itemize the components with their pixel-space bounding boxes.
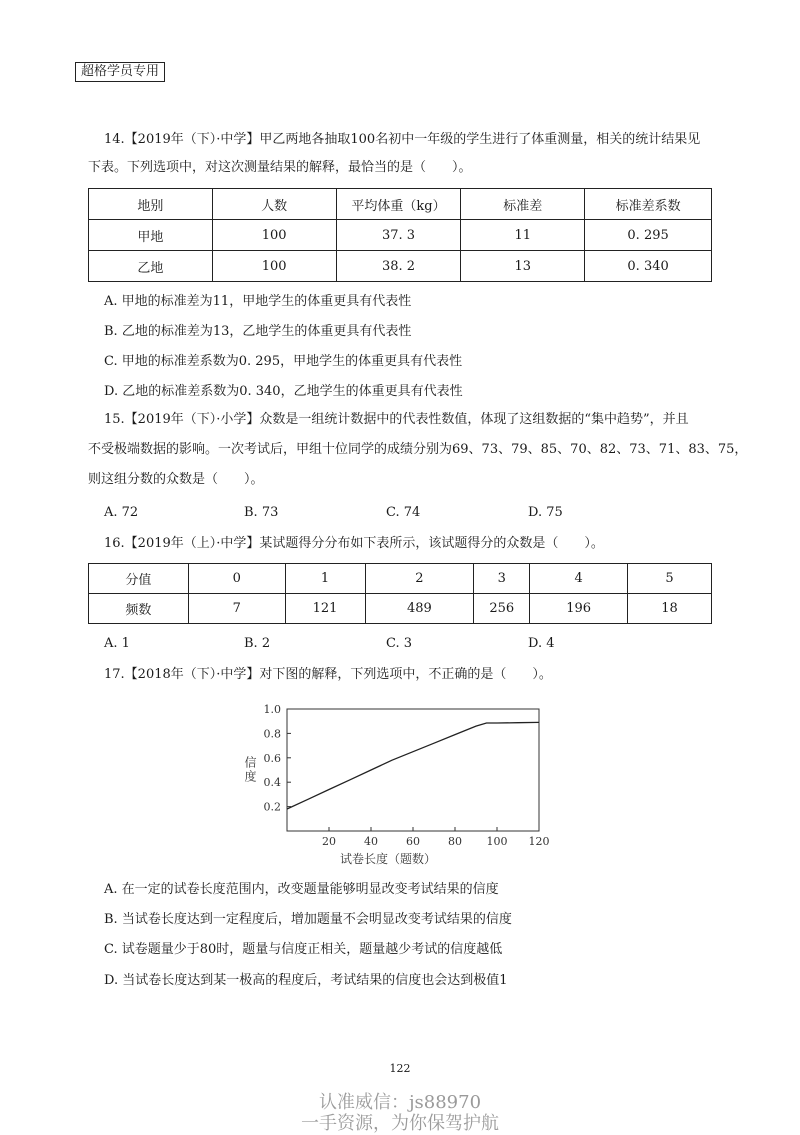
q17-option-c: C. 试卷题量少于80时，题量与信度正相关，题量越少考试的信度越低 [104, 942, 503, 957]
table-cell: 0 [188, 564, 285, 594]
table-row [89, 564, 712, 594]
q14-option-c: C. 甲地的标准差系数为0. 295，甲地学生的体重更具有代表性 [104, 354, 463, 369]
table-header-cell: 地别 [89, 189, 213, 220]
y-tick-label: 0.4 [263, 776, 281, 790]
table-row [89, 251, 712, 282]
table-cell: 11 [461, 220, 585, 251]
table-row [89, 594, 712, 624]
table-header-cell: 平均体重（kg） [336, 189, 461, 220]
table-cell: 13 [461, 251, 585, 282]
q14-stem-line2: 下表。下列选项中，对这次测量结果的解释，最恰当的是（ ）。 [88, 160, 472, 175]
table-cell: 38. 2 [336, 251, 461, 282]
table-header-cell: 人数 [212, 189, 336, 220]
watermark-line1: 认准威信：js88970 [318, 1092, 482, 1113]
q17-stem: 17.【2018年（下）·中学】对下图的解释，下列选项中，不正确的是（ ）。 [104, 667, 552, 682]
table-cell: 18 [628, 594, 712, 624]
q17-option-d: D. 当试卷长度达到某一极高的程度后，考试结果的信度也会达到极值1 [104, 973, 508, 988]
q14-option-d: D. 乙地的标准差系数为0. 340，乙地学生的体重更具有代表性 [104, 384, 463, 399]
table-cell: 5 [628, 564, 712, 594]
reliability-line-chart [230, 695, 570, 875]
y-tick-label: 0.6 [263, 751, 281, 765]
table-cell: 37. 3 [336, 220, 461, 251]
plot-frame [287, 709, 539, 831]
table-header-cell: 标准差 [461, 189, 585, 220]
q16-option-c: C. 3 [386, 636, 413, 651]
table-cell: 1 [285, 564, 365, 594]
table-cell: 100 [212, 251, 336, 282]
q14-option-a: A. 甲地的标准差为11，甲地学生的体重更具有代表性 [104, 294, 412, 309]
table-cell: 4 [530, 564, 628, 594]
table-cell: 121 [285, 594, 365, 624]
q16-option-b: B. 2 [244, 636, 271, 651]
q15-stem-line2: 不受极端数据的影响。一次考试后，甲组十位同学的成绩分别为69、73、79、85、70、82、73、71、83、75， [88, 442, 748, 457]
q15-option-c: C. 74 [386, 505, 421, 520]
table-cell: 频数 [89, 594, 189, 624]
table-cell: 489 [365, 594, 474, 624]
q15-stem-line3: 则这组分数的众数是（ ）。 [88, 472, 264, 487]
q15-option-d: D. 75 [528, 505, 563, 520]
table-cell: 甲地 [89, 220, 213, 251]
q16-score-table [88, 563, 712, 624]
q17-option-b: B. 当试卷长度达到一定程度后，增加题量不会明显改变考试结果的信度 [104, 912, 512, 927]
table-cell: 3 [474, 564, 530, 594]
y-tick-label: 0.8 [263, 727, 281, 741]
table-cell: 0. 340 [585, 251, 712, 282]
table-cell: 7 [188, 594, 285, 624]
table-cell: 2 [365, 564, 474, 594]
watermark-line2: 一手资源，为你保驾护航 [301, 1113, 499, 1134]
q15-stem-line1: 15.【2019年（下）·小学】众数是一组统计数据中的代表性数值，体现了这组数据的“集中趋势”，并且 [104, 412, 689, 427]
x-axis-label: 试卷长度（题数） [339, 852, 437, 866]
x-tick-label: 100 [486, 835, 508, 848]
table-cell: 0. 295 [585, 220, 712, 251]
x-tick-label: 60 [406, 835, 420, 848]
x-tick-label: 20 [322, 835, 336, 848]
q16-option-a: A. 1 [104, 636, 130, 651]
student-only-badge: 超格学员专用 [75, 62, 165, 82]
table-header-row [89, 189, 712, 220]
y-tick-label: 1.0 [263, 703, 281, 716]
q16-stem: 16.【2019年（上）·中学】某试题得分分布如下表所示，该试题得分的众数是（ ）。 [104, 536, 604, 551]
table-cell: 256 [474, 594, 530, 624]
q15-option-a: A. 72 [104, 505, 139, 520]
table-cell: 100 [212, 220, 336, 251]
table-header-cell: 标准差系数 [585, 189, 712, 220]
page-number: 122 [389, 1062, 411, 1075]
series-line [287, 722, 539, 809]
table-cell: 乙地 [89, 251, 213, 282]
q15-option-b: B. 73 [244, 505, 279, 520]
x-tick-label: 120 [528, 835, 550, 848]
table-row [89, 220, 712, 251]
x-tick-label: 80 [448, 835, 462, 848]
x-tick-label: 40 [364, 835, 378, 848]
y-axis-label: 信度 [243, 756, 257, 784]
table-cell: 分值 [89, 564, 189, 594]
y-tick-label: 0.2 [263, 800, 281, 814]
q16-option-d: D. 4 [528, 636, 555, 651]
q17-option-a: A. 在一定的试卷长度范围内，改变题量能够明显改变考试结果的信度 [104, 882, 499, 897]
q14-weight-table [88, 188, 712, 282]
table-cell: 196 [530, 594, 628, 624]
q14-option-b: B. 乙地的标准差为13，乙地学生的体重更具有代表性 [104, 324, 412, 339]
q14-stem-line1: 14.【2019年（下）·中学】甲乙两地各抽取100名初中一年级的学生进行了体重测量，相关的统计结果见 [104, 132, 701, 147]
